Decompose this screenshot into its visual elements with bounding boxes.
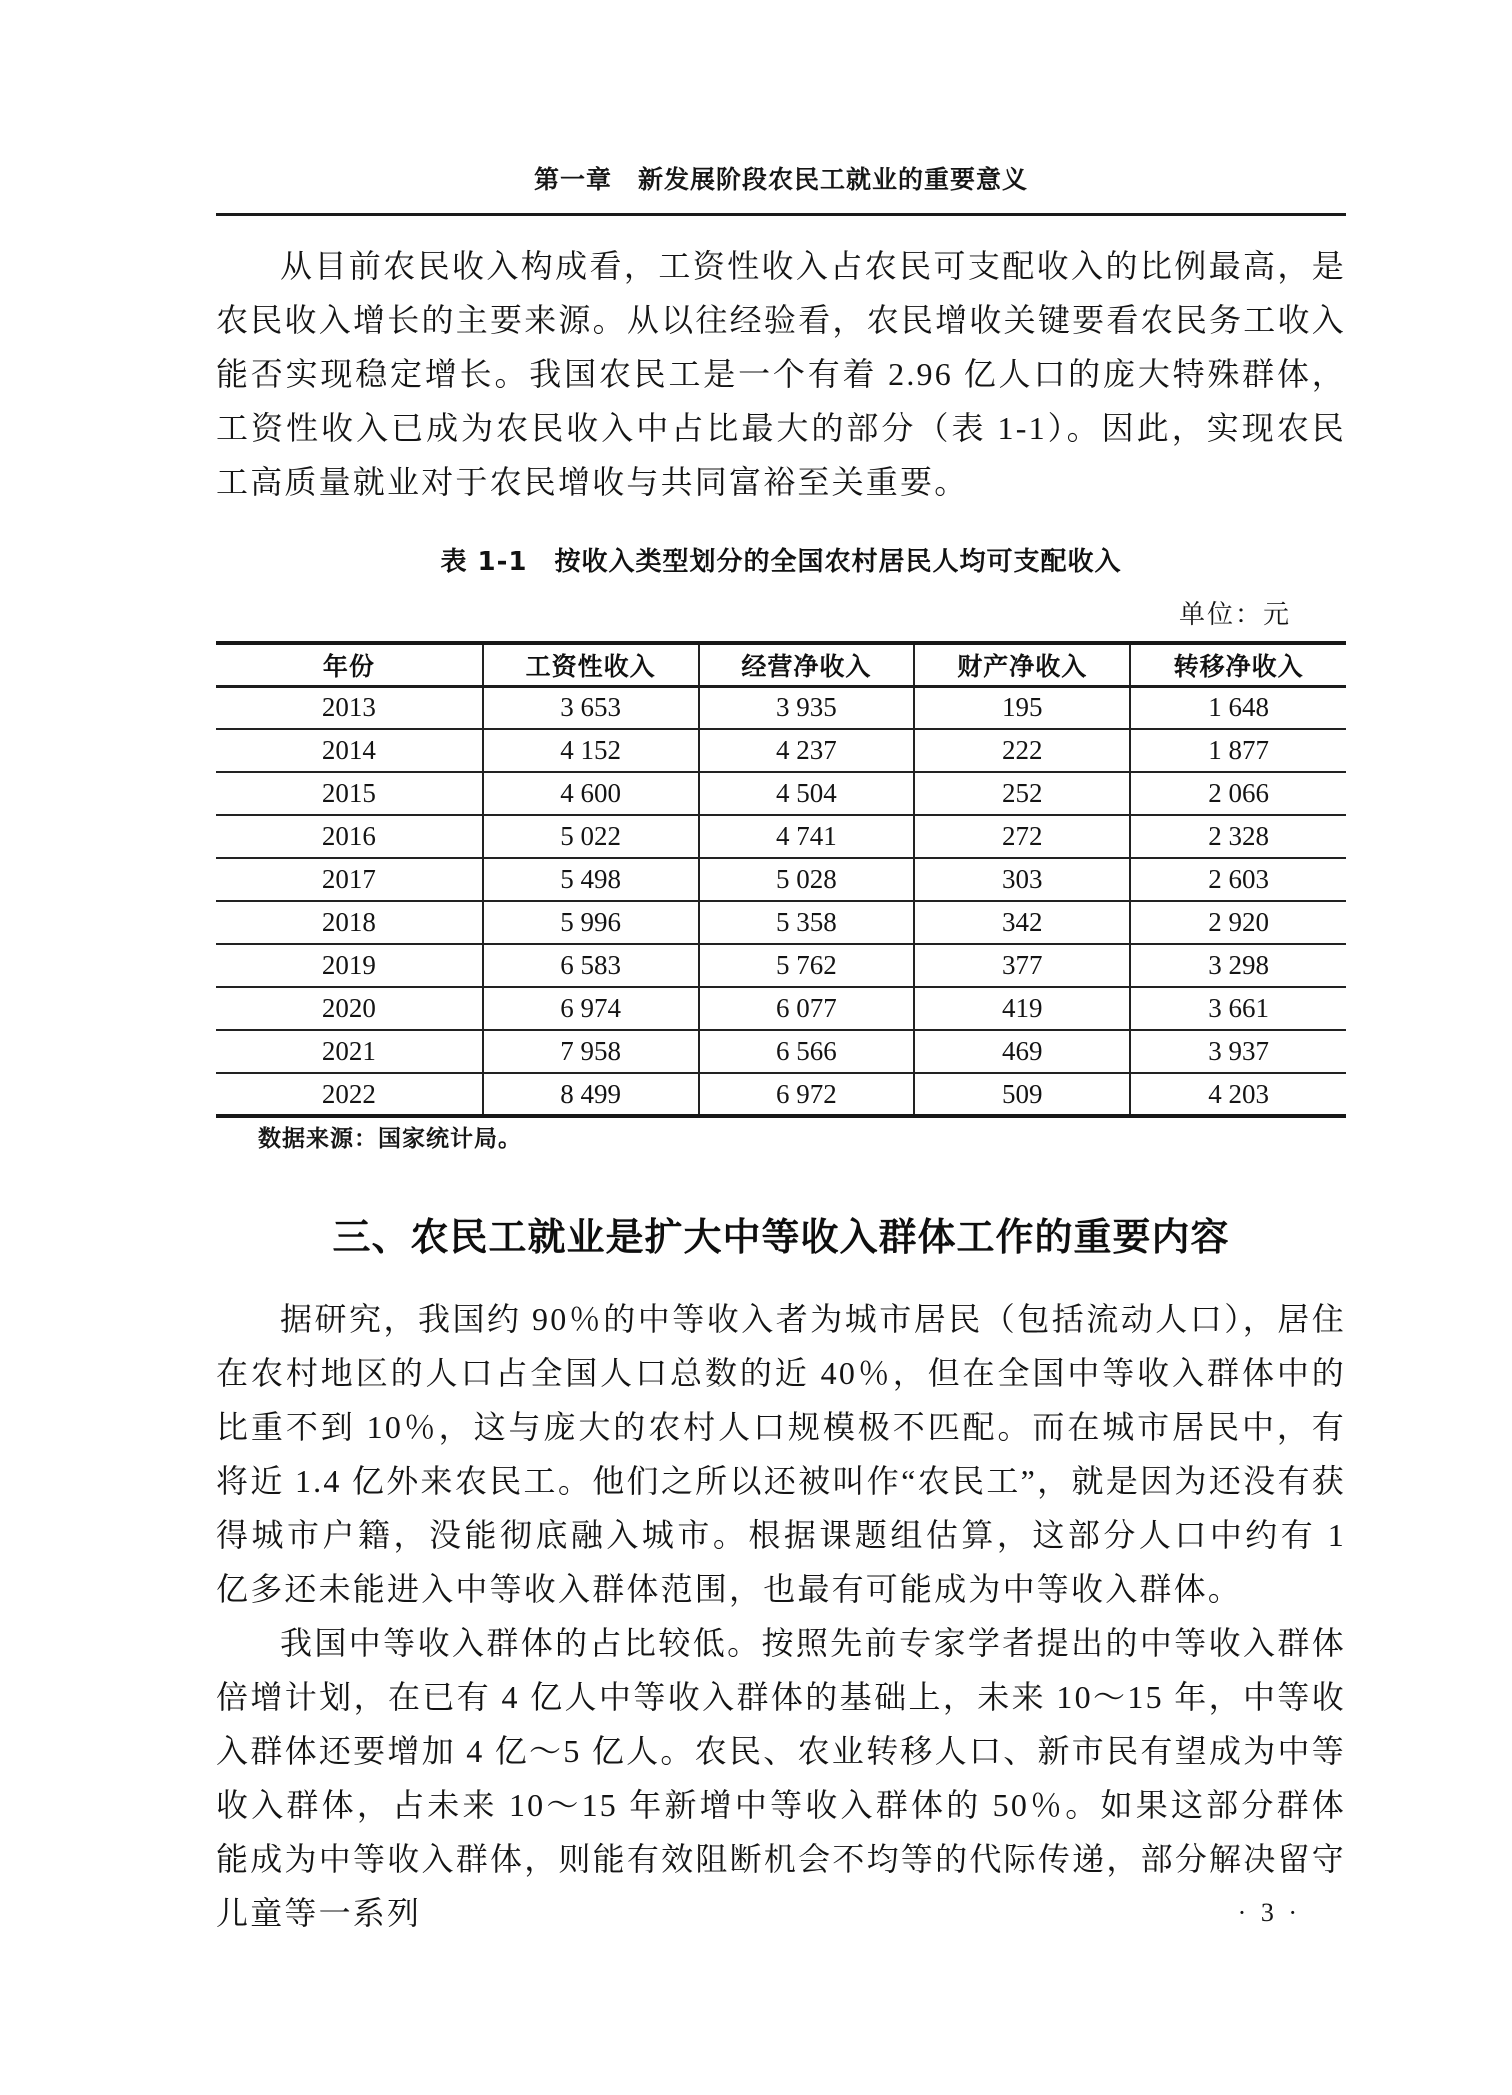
column-header: 年份 <box>216 643 483 686</box>
table-row <box>216 944 1346 987</box>
table-cell: 2015 <box>216 772 483 815</box>
table-cell: 2 603 <box>1130 858 1346 901</box>
table-cell: 5 358 <box>699 901 915 944</box>
income-table-body <box>216 686 1346 1116</box>
table-cell: 4 237 <box>699 729 915 772</box>
table-cell: 5 762 <box>699 944 915 987</box>
table-cell: 252 <box>914 772 1130 815</box>
table-cell: 2022 <box>216 1073 483 1116</box>
table-cell: 2013 <box>321 692 376 723</box>
table-cell: 2021 <box>216 1030 483 1073</box>
table-row <box>216 1030 1346 1073</box>
table-cell: 342 <box>914 901 1130 944</box>
table-cell: 303 <box>914 858 1130 901</box>
paragraph-middle-income-share: 据研究，我国约 90％的中等收入者为城市居民（包括流动人口），居住在农村地区的人口占全国人口总数的近 40％，但在全国中等收入群体中的比重不到 10％，这与庞大的农村人口规模极不匹配。而在城市居民中，有将近 1.4 亿外来农民工。他们之所以还被叫作“农民工”，就是因为还没有获得城市户籍，没能彻底融入城市。根据课题组估算，这部分人口中约有 1 亿多还未能进入中等收入群体范围，也最有可能成为中等收入群体。 <box>216 1301 1346 1607</box>
table-cell: 1 648 <box>1130 686 1346 729</box>
income-table-head <box>216 643 1346 686</box>
table-source-note: 数据来源：国家统计局。 <box>258 1126 522 1152</box>
table-cell: 6 566 <box>699 1030 915 1073</box>
table-caption: 表 1-1 按收入类型划分的全国农村居民人均可支配收入 <box>440 547 1122 577</box>
table-cell: 377 <box>914 944 1130 987</box>
table-cell: 6 077 <box>699 987 915 1030</box>
table-row <box>216 729 1346 772</box>
column-header: 工资性收入 <box>483 643 699 686</box>
table-cell: 3 661 <box>1130 987 1346 1030</box>
table-cell: 5 498 <box>483 858 699 901</box>
table-cell: 7 958 <box>483 1030 699 1073</box>
table-row <box>216 815 1346 858</box>
page-content <box>216 0 1346 2095</box>
table-cell: 5 028 <box>699 858 915 901</box>
table-cell: 272 <box>914 815 1130 858</box>
table-cell: 6 972 <box>699 1073 915 1116</box>
paragraph-middle-income-growth: 我国中等收入群体的占比较低。按照先前专家学者提出的中等收入群体倍增计划，在已有 4 亿人中等收入群体的基础上，未来 10～15 年，中等收入群体还要增加 4 亿～5 亿人。农民、农业转移人口、新市民有望成为中等收入群体，占未来 10～15 年新增中等收入群体的 50％。如果这部分群体能成为中等收入群体，则能有效阻断机会不均等的代际传递，部分解决留守儿童等一系列 <box>216 1625 1346 1931</box>
table-cell: 222 <box>914 729 1130 772</box>
table-cell: 3 298 <box>1130 944 1346 987</box>
table-cell: 8 499 <box>483 1073 699 1116</box>
column-header: 财产净收入 <box>914 643 1130 686</box>
table-row <box>216 987 1346 1030</box>
paragraph-income-composition: 从目前农民收入构成看，工资性收入占农民可支配收入的比例最高，是农民收入增长的主要来源。从以往经验看，农民增收关键要看农民务工收入能否实现稳定增长。我国农民工是一个有着 2.96 亿人口的庞大特殊群体，工资性收入已成为农民收入中占比最大的部分（表 1-1）。因此，实现农民工高质量就业对于农民增收与共同富裕至关重要。 <box>216 248 1346 500</box>
table-cell: 4 504 <box>699 772 915 815</box>
table-cell: 2 066 <box>1130 772 1346 815</box>
table-row <box>216 901 1346 944</box>
page-number: · 3 · <box>1237 1898 1301 1927</box>
column-header: 经营净收入 <box>699 643 915 686</box>
table-cell: 469 <box>914 1030 1130 1073</box>
table-cell: 4 203 <box>1130 1073 1346 1116</box>
table-cell: 5 996 <box>483 901 699 944</box>
table-cell: 4 152 <box>483 729 699 772</box>
table-row <box>216 1073 1346 1116</box>
table-cell: 2016 <box>216 815 483 858</box>
table-cell: 6 974 <box>483 987 699 1030</box>
header-rule <box>216 213 1346 216</box>
table-cell: 3 935 <box>699 686 915 729</box>
table-cell: 419 <box>914 987 1130 1030</box>
table-cell: 4 600 <box>483 772 699 815</box>
table-unit-label: 单位：元 <box>1178 600 1291 629</box>
table-cell: 4 741 <box>699 815 915 858</box>
table-cell: 3 653 <box>483 686 699 729</box>
chapter-header-title: 第一章 新发展阶段农民工就业的重要意义 <box>533 165 1028 194</box>
table-row <box>216 686 1346 729</box>
table-cell: 2020 <box>216 987 483 1030</box>
table-cell: 2018 <box>216 901 483 944</box>
table-cell: 2 328 <box>1130 815 1346 858</box>
section-paragraphs <box>216 1292 1346 1940</box>
table-cell: 2 920 <box>1130 901 1346 944</box>
table-cell: 2014 <box>216 729 483 772</box>
income-table-header-row <box>216 643 1346 686</box>
table-cell: 195 <box>914 686 1130 729</box>
table-cell: 1 877 <box>1130 729 1346 772</box>
table-row <box>216 858 1346 901</box>
table-cell: 2017 <box>216 858 483 901</box>
column-header: 转移净收入 <box>1130 643 1346 686</box>
table-cell: 2019 <box>216 944 483 987</box>
table-cell: 3 937 <box>1130 1030 1346 1073</box>
table-cell: 6 583 <box>483 944 699 987</box>
table-cell: 5 022 <box>483 815 699 858</box>
table-row <box>216 772 1346 815</box>
income-table <box>216 641 1346 1118</box>
table-cell: 509 <box>914 1073 1130 1116</box>
section-heading: 三、农民工就业是扩大中等收入群体工作的重要内容 <box>332 1215 1230 1259</box>
